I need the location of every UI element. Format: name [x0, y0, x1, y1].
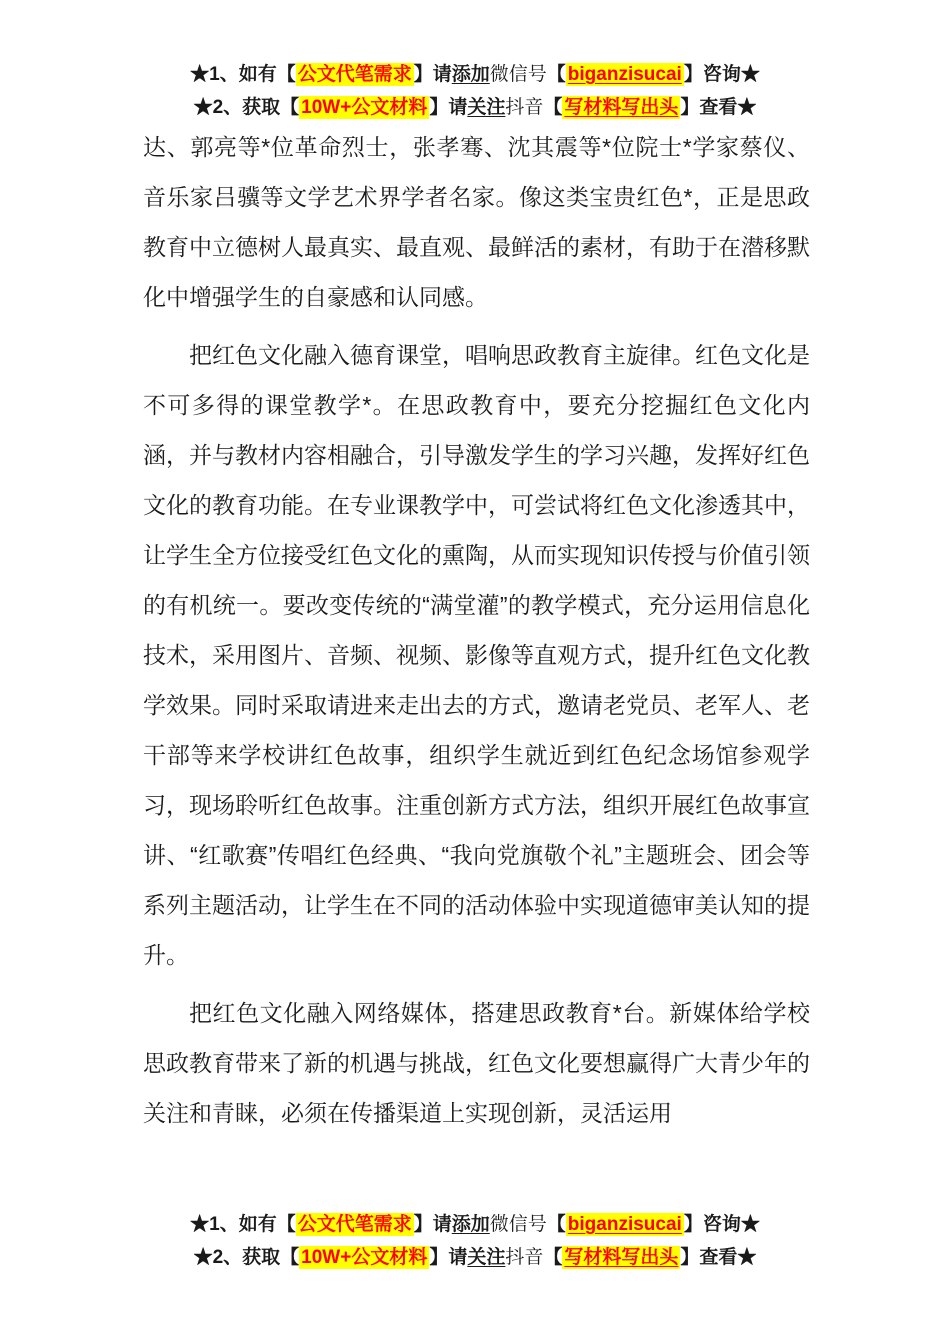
paragraph-3: 把红色文化融入网络媒体，搭建思政教育*台。新媒体给学校思政教育带来了新的机遇与挑战，红色文化要想赢得广大青少年的关注和青睐，必须在传播渠道上实现创新，灵活运用 [143, 1000, 810, 1126]
star-suffix-2: 】查看★ [680, 97, 757, 118]
star-suffix-1: 】咨询★ [683, 1214, 760, 1235]
notice-line-1 [0, 1208, 950, 1241]
notice-line-1 [0, 58, 950, 91]
wechat-label: 微信号 [489, 64, 547, 85]
douyin-label: 抖音 [505, 1247, 544, 1268]
notice-line-2 [0, 91, 950, 124]
bracket-please-1: 】请 [413, 1214, 452, 1235]
underline-add: 添加 [451, 1214, 490, 1235]
paragraph-2: 把红色文化融入德育课堂，唱响思政教育主旋律。红色文化是不可多得的课堂教学*。在思政教育中，要充分挖掘红色文化内涵，并与教材内容相融合，引导激发学生的学习兴趣，发挥好红色文化的教育功能。在专业课教学中，可尝试将红色文化渗透其中，让学生全方位接受红色文化的熏陶，从而实现知识传授与价值引领的有机统一。要改变传统的“满堂灌”的教学模式，充分运用信息化技术，采用图片、音频、视频、影像等直观方式，提升红色文化教学效果。同时采取请进来走出去的方式，邀请老党员、老军人、老干部等来学校讲红色故事，组织学生就近到红色纪念场馆参观学习，现场聆听红色故事。注重创新方式方法，组织开展红色故事宣讲、“红歌赛”传唱红色经典、“我向党旗敬个礼”主题班会、团会等系列主题活动，让学生在不同的活动体验中实现道德审美认知的提升。 [143, 342, 810, 968]
bracket-please-2: 】请 [429, 97, 468, 118]
bracket-please-1: 】请 [413, 64, 452, 85]
highlight-materials: 10W+公文材料 [301, 1247, 428, 1268]
highlight-service: 公文代笔需求 [297, 1214, 412, 1235]
highlight-douyin-id: 写材料写出头 [564, 1247, 679, 1268]
document-body [143, 122, 810, 1146]
bracket-open-2: 【 [543, 97, 563, 118]
douyin-label: 抖音 [505, 97, 544, 118]
highlight-service: 公文代笔需求 [297, 64, 412, 85]
bracket-please-2: 】请 [429, 1247, 468, 1268]
star-suffix-1: 】咨询★ [683, 64, 760, 85]
paragraph-1: 达、郭亮等*位革命烈士，张孝骞、沈其震等*位院士*学家蔡仪、音乐家吕骥等文学艺术界学者名家。像这类宝贵红色*，正是思政教育中立德树人最真实、最直观、最鲜活的素材，有助于在潜移默化中增强学生的自豪感和认同感。 [143, 134, 810, 310]
highlight-materials: 10W+公文材料 [301, 97, 428, 118]
highlight-douyin-id: 写材料写出头 [564, 97, 679, 118]
highlight-wechat-id: biganzisucai [567, 1214, 682, 1235]
underline-add: 添加 [451, 64, 490, 85]
notice-line-2 [0, 1241, 950, 1274]
footer-notice [0, 1208, 950, 1274]
star-prefix-2: ★2、获取【 [193, 1247, 300, 1268]
star-suffix-2: 】查看★ [680, 1247, 757, 1268]
underline-follow: 关注 [467, 97, 506, 118]
star-prefix-1: ★1、如有【 [190, 64, 296, 85]
star-prefix-1: ★1、如有【 [190, 1214, 296, 1235]
star-prefix-2: ★2、获取【 [193, 97, 300, 118]
bracket-open-1: 【 [546, 1214, 566, 1235]
header-notice [0, 58, 950, 124]
underline-follow: 关注 [467, 1247, 506, 1268]
bracket-open-1: 【 [546, 64, 566, 85]
highlight-wechat-id: biganzisucai [567, 64, 682, 85]
bracket-open-2: 【 [543, 1247, 563, 1268]
wechat-label: 微信号 [489, 1214, 547, 1235]
